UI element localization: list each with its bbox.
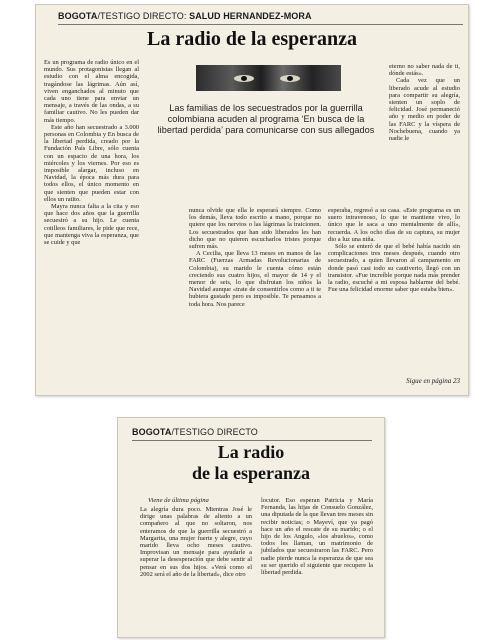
paragraph: Sólo se enteró de que el bebé había nacido sin complicaciones tres meses después, cuando otro secuestrado, a quien llevaron al campamento en donde pasó casi todo su cautiverio, llegó con un transistor. «Fue increíble porque nada más prender la radio, escuché a mi esposa hablarme del bebé. Fue una felicidad enorme saber que estaba bien». — [328, 243, 460, 294]
newspaper-clipping-main — [35, 4, 469, 396]
header-separator: / — [97, 11, 101, 21]
subheadline-deck: Las familias de los secuestrados por la guerrilla colombiana acuden al programa ‘En busca de la libertad perdida’ para comunicarse con sus allegados — [157, 103, 375, 135]
paragraph: esperaba, regresó a su casa. «Este programa es un suero intravenoso, lo que te mantiene vivo, lo único que le saca a uno mentalmente de allí», recuerda. A los ocho días de su captura, su mujer dio a luz una niña. — [328, 207, 460, 243]
header-separator: / — [171, 427, 175, 437]
paragraph: locutor. Eso esperan Patricia y María Fernanda, las hijas de Consuelo González, una diputada de la que llevan tres meses sin recibir noticias; o Mayeví, que ya pagó hace un año el rescate de su marido; o el hijo de los Angulo, «los abuelos», como todos les llaman, un matrimonio de jubilados que secuestraron las FARC. Pero nadie pierde nunca la esperanza de que sea su ser querido el siguiente que recupere la libertad perdida. — [261, 497, 373, 577]
paragraph: nunca olvide que ella le esperará siempre. Como los demás, lleva todo escrito a mano, porque no quiere que los nervios o las lágrimas la traicionen. Los secuestrados que han sido liberados les han dicho que no quieren escucharlos tristes porque sufren más. — [189, 207, 321, 251]
section-name: BOGOTA — [58, 11, 98, 21]
author-name: SALUD HERNANDEZ-MORA — [189, 11, 312, 21]
eyes-photo — [196, 65, 341, 91]
rubric: TESTIGO DIRECTO: — [100, 11, 187, 21]
article-column-2 — [261, 497, 373, 576]
section-header — [58, 11, 312, 21]
article-column-3-top — [389, 63, 460, 142]
section-header — [132, 427, 258, 437]
paragraph: La alegría dura poco. Mientras José le dirige unas palabras de aliento a un compañero al que no soltaron, nos enteramos de que la guerrilla secuestró a Margarita, una mujer fuerte y alegre, cuyo marido lleva ocho meses cautivo. Improvisan un mensaje para ayudarle a superar la desesperación que debe sentir al pensar en sus dos hijos. «Verá como el 2002 será el año de la libertad», dice otro — [140, 506, 252, 578]
article-column-3-bottom — [328, 207, 460, 293]
rubric: TESTIGO DIRECTO — [174, 427, 258, 437]
headline-line-2: de la esperanza — [192, 463, 310, 483]
paragraph: eterno no saber nada de ti, dónde estás». — [389, 63, 460, 78]
article-column-1 — [140, 506, 252, 578]
eye-left — [234, 75, 254, 82]
headline: La radio de la esperanza — [147, 28, 357, 50]
paragraph: Es un programa de radio único en el mundo. Sus protagonistas llegan al estudio con el alma encogida, tragándose las lágrimas. Aún así, viven enganchados al minuto que cada uno tiene para enviar un mensaje, a través de las ondas, a su familiar cautivo. No les pueden dar más tiempo. — [44, 59, 139, 124]
paragraph: Este año han secuestrado a 3.000 personas en Colombia y En busca de la libertad perdida, creado por la Fundación País Libre, sólo cuenta con un espacio de una hora, los miércoles y los viernes. Por eso es imposible alargar, incluso en Navidad, la época más dura para todos ellos, el único momento en que sienten que pueden estar con ellos un ratito. — [44, 123, 139, 203]
paragraph: Cada vez que un liberado acude al estudio para compartir su alegría, sienten un soplo de felicidad. José permaneció año y medio en poder de las FARC y la víspera de Nochebuena, cuando ya nadie le — [389, 77, 460, 143]
section-name: BOGOTA — [132, 427, 172, 437]
paragraph: A Cecilia, que lleva 13 meses en manos de las FARC (Fuerzas Armadas Revolucionarias de Colombia), su marido le cuenta cómo están creciendo sus cuatro hijos, el mayor de 14 y el menor de seis, lo que disfrutan los niños la Navidad aunque «trate de consentirlos como a ti te hubiera gustado pero es imposible. Te pensamos a toda hora. Nos parece — [189, 250, 321, 308]
header-rule — [132, 440, 372, 441]
from-page-note: Viene de última página — [148, 497, 209, 504]
article-column-1 — [44, 59, 139, 246]
headline-line-1: La radio — [217, 442, 285, 462]
header-rule — [58, 24, 463, 25]
continued-note: Sigue en página 23 — [406, 377, 460, 385]
newspaper-clipping-continuation — [117, 417, 385, 638]
eye-right — [280, 75, 300, 82]
paragraph: Mayra nunca falta a la cita y eso que hace dos años que la guerrilla secuestró a su hijo. Le cuenta cotilleos familiares, le pide que rece, que mantenga viva la esperanza, que se cuide y que — [44, 203, 139, 247]
article-column-2 — [189, 207, 321, 308]
